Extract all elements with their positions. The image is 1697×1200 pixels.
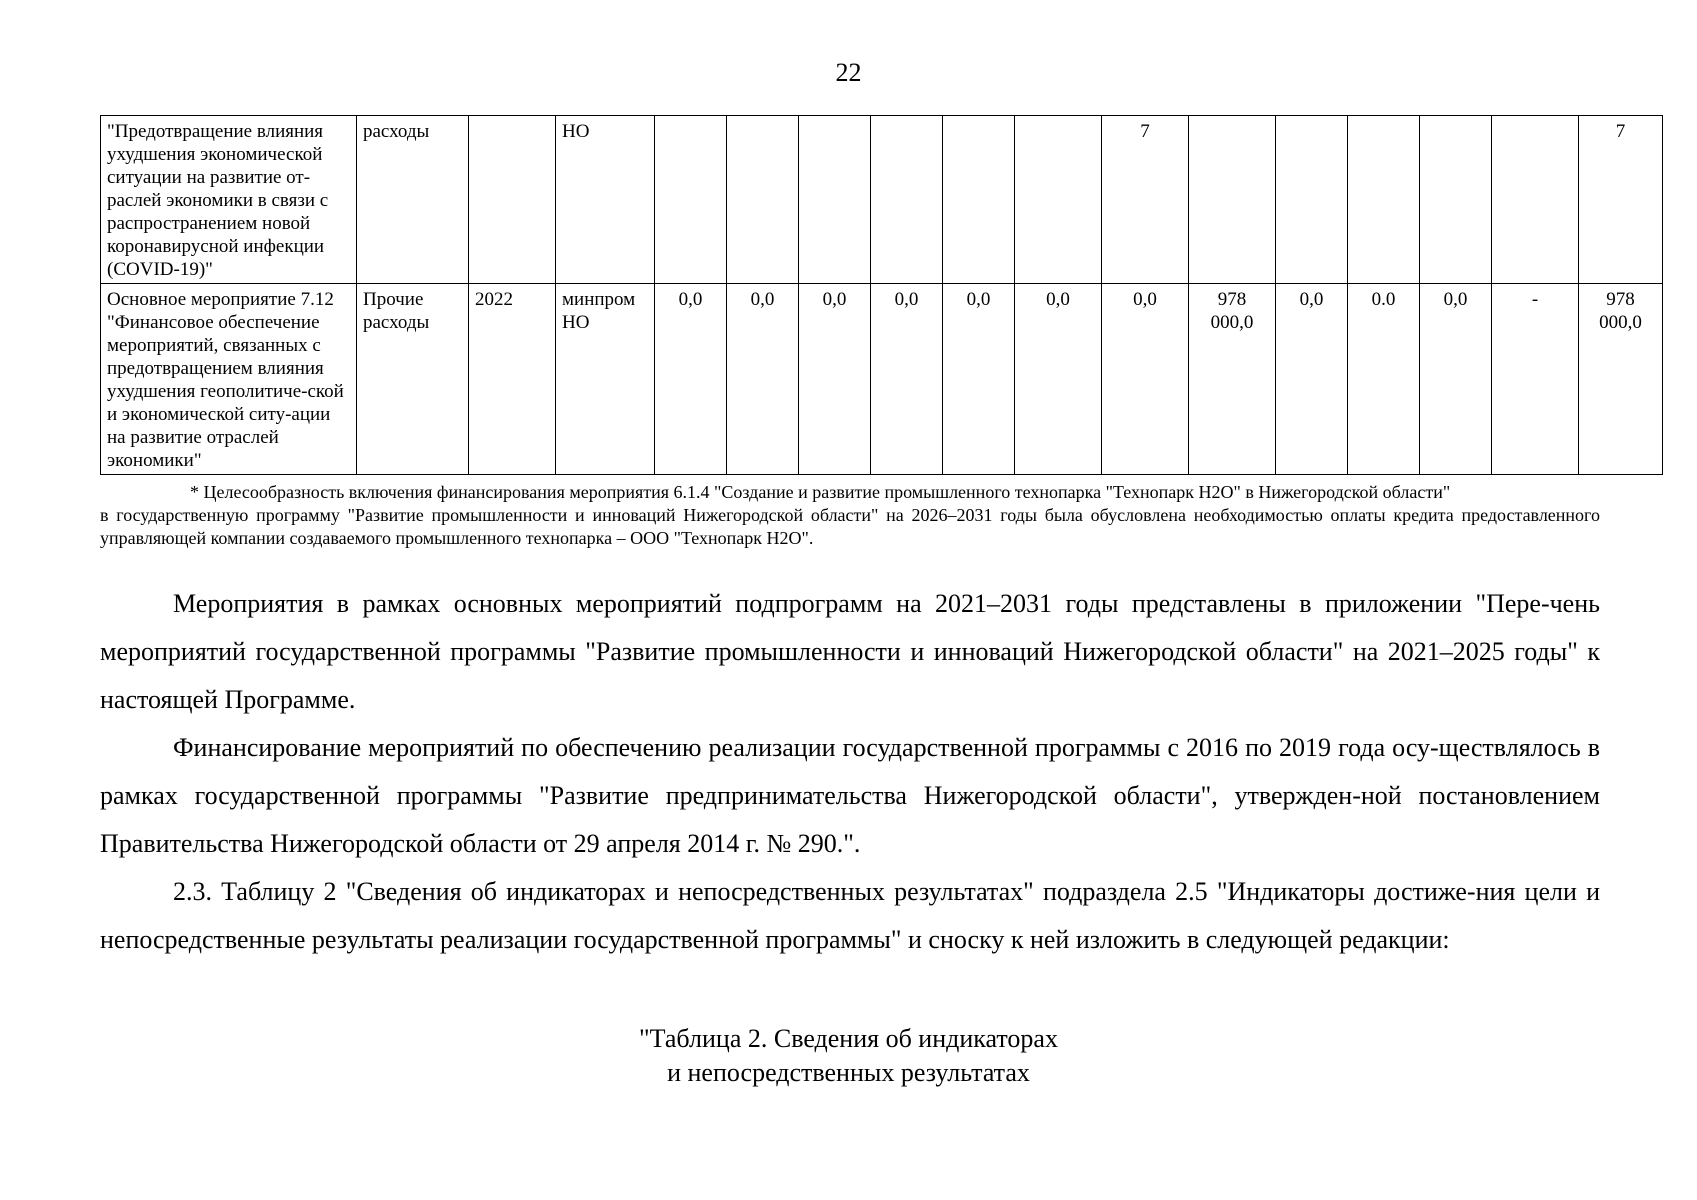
table-cell <box>1276 116 1348 284</box>
table-cell <box>655 116 727 284</box>
footnote-line: * Целесообразность включения финансирования мероприятия 6.1.4 "Создание и развитие промышленного технопарка "Технопарк Н2О" в Нижегородской области" <box>190 482 1451 502</box>
table-cell: 0,0 <box>943 284 1015 475</box>
table-cell: 978 000,0 <box>1189 284 1276 475</box>
table-cell <box>1492 116 1579 284</box>
table-cell: расходы <box>357 116 469 284</box>
table-cell: 978 000,0 <box>1579 284 1663 475</box>
table-cell: - <box>1492 284 1579 475</box>
table-cell: 0,0 <box>727 284 799 475</box>
paragraph: 2.3. Таблицу 2 "Сведения об индикаторах и непосредственных результатах" подраздела 2.5 "Индикаторы достиже-ния цели и непосредственные результаты реализации государственной программы" и сноску к ней изложить в следующей редакции: <box>100 877 1600 954</box>
table-cell: 0,0 <box>799 284 871 475</box>
table-cell: 0.0 <box>1348 284 1420 475</box>
table-cell: 0,0 <box>1276 284 1348 475</box>
caption-line: "Таблица 2. Сведения об индикаторах <box>639 1024 1058 1053</box>
table-cell: 0,0 <box>1420 284 1492 475</box>
table-cell: 0,0 <box>655 284 727 475</box>
table-cell <box>871 116 943 284</box>
table-cell: 0,0 <box>1102 284 1189 475</box>
table-cell: 2022 <box>469 284 556 475</box>
table-cell: 0,0 <box>871 284 943 475</box>
table-row <box>101 284 1663 475</box>
table-cell <box>469 116 556 284</box>
table-cell <box>1015 116 1102 284</box>
footnote-line: в государственную программу "Развитие промышленности и инноваций Нижегородской области" на 2026–2031 годы была обусловлена необходимостью оплаты кредита предоставленного управляющей компании создаваемого промышленного технопарка – ООО "Технопарк Н2О". <box>100 505 1600 548</box>
table-cell <box>799 116 871 284</box>
financing-table <box>100 115 1663 475</box>
paragraph: Мероприятия в рамках основных мероприятий подпрограмм на 2021–2031 годы представлены в приложении "Пере-чень мероприятий государственной программы "Развитие промышленности и инноваций Нижегородской области" на 2021–2025 годы" к настоящей Программе. <box>100 589 1600 714</box>
table-cell <box>1348 116 1420 284</box>
body-text <box>100 580 1600 964</box>
table-cell: 0,0 <box>1015 284 1102 475</box>
paragraph: Финансирование мероприятий по обеспечению реализации государственной программы с 2016 по 2019 года осу-ществлялось в рамках государственной программы "Развитие предпринимательства Нижегородской области", утвержден-ной постановлением Правительства Нижегородской области от 29 апреля 2014 г. № 290.". <box>100 733 1600 858</box>
footnote <box>100 481 1600 550</box>
page-number: 22 <box>835 58 862 87</box>
table-caption <box>0 1022 1697 1090</box>
table-cell: Прочие расходы <box>357 284 469 475</box>
table-cell: НО <box>556 116 655 284</box>
table-cell <box>1189 116 1276 284</box>
table-cell <box>943 116 1015 284</box>
table-cell <box>727 116 799 284</box>
caption-line: и непосредственных результатах <box>667 1058 1030 1087</box>
table-cell: минпром НО <box>556 284 655 475</box>
table-cell <box>1420 116 1492 284</box>
table-cell: Основное мероприятие 7.12 "Финансовое обеспечение мероприятий, связанных с предотвращением влияния ухудшения геополитиче-ской и экономической ситу-ации на развитие отраслей экономики" <box>101 284 357 475</box>
table-cell: 7 <box>1102 116 1189 284</box>
table-cell: "Предотвращение влияния ухудшения экономической ситуации на развитие от-раслей экономики в связи с распространением новой коронавирусной инфекции (COVID-19)" <box>101 116 357 284</box>
table-row <box>101 116 1663 284</box>
table-cell: 7 <box>1579 116 1663 284</box>
